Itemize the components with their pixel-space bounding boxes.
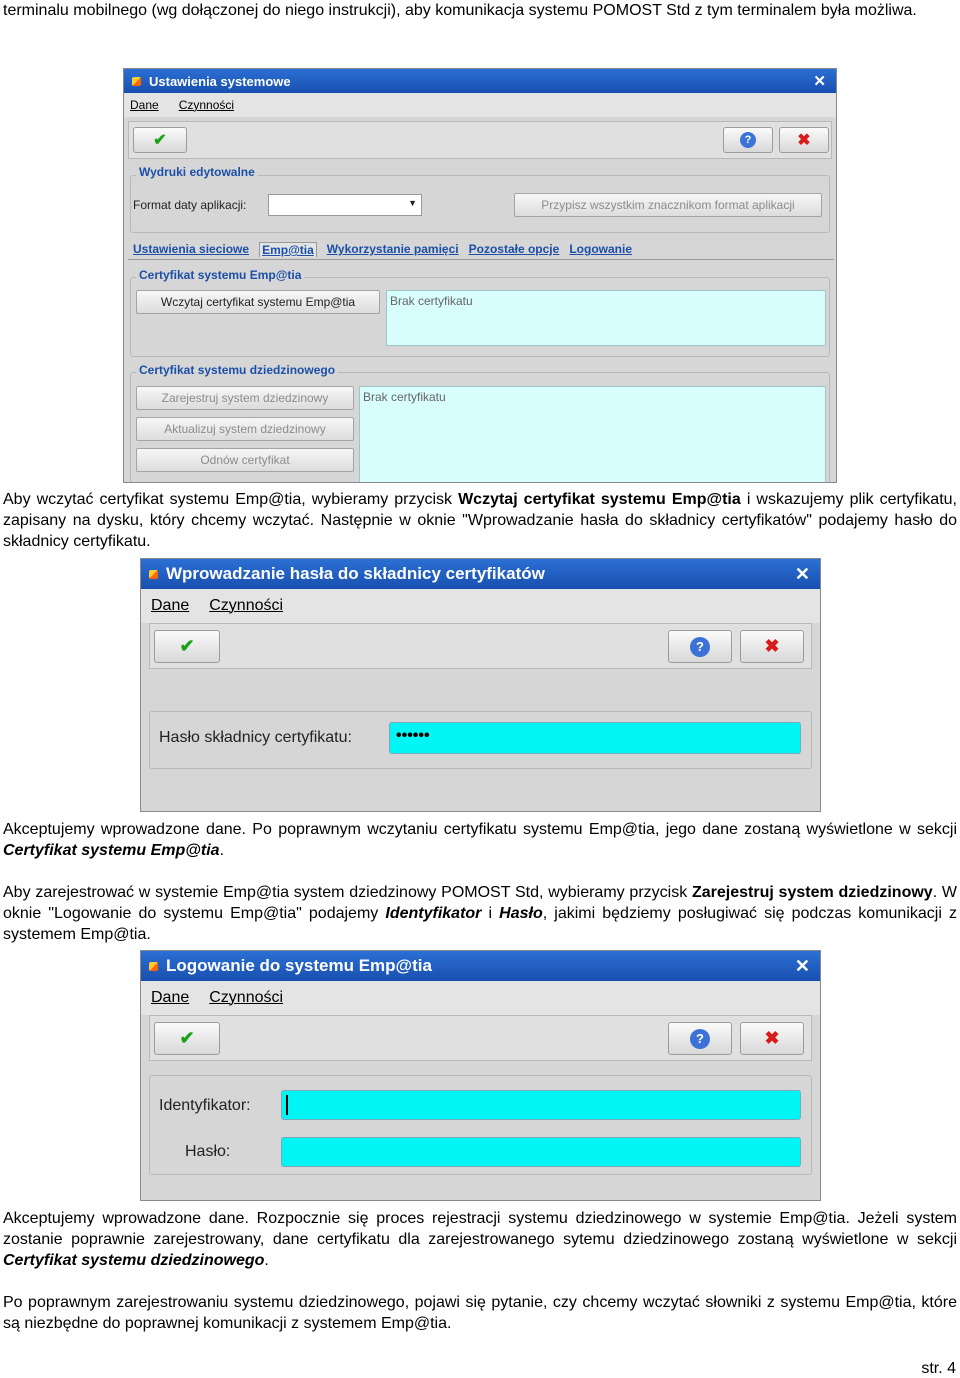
domain-cert-field [359, 386, 826, 483]
help-icon: ? [690, 637, 710, 657]
cancel-button[interactable] [779, 127, 829, 153]
check-icon: ✔ [179, 1028, 195, 1048]
menu-dane[interactable]: Dane [151, 597, 190, 614]
text: . W oknie "Logowanie do systemu Emp@tia" podajemy [3, 884, 957, 922]
password-input[interactable] [281, 1137, 801, 1167]
help-icon: ? [690, 1029, 710, 1049]
close-icon[interactable]: ✕ [794, 955, 810, 976]
settings-window [123, 68, 837, 483]
help-icon: ? [740, 132, 756, 148]
cert-group-title: Certyfikat systemu Emp@tia [136, 268, 304, 282]
menubar [141, 981, 820, 1015]
login-window [140, 950, 821, 1201]
tab-empatia[interactable]: Emp@tia [259, 242, 317, 257]
app-logo-icon [149, 570, 158, 579]
tab-other[interactable]: Pozostałe opcje [468, 242, 560, 256]
window-title: Wprowadzanie hasła do składnicy certyfikatów [166, 564, 545, 583]
bold-italic-text: Certyfikat systemu Emp@tia [3, 842, 220, 859]
page-number: str. 4 [921, 1360, 956, 1377]
bold-italic-text: Hasło [499, 905, 543, 922]
text: . [219, 842, 225, 859]
paragraph-accept-2 [3, 1208, 957, 1271]
ok-button[interactable] [154, 630, 220, 663]
cancel-button[interactable] [740, 630, 804, 663]
password-label: Hasło: [185, 1143, 231, 1160]
text: Aby wczytać certyfikat systemu Emp@tia, wybieramy przycisk [3, 491, 459, 508]
identifier-input[interactable] [281, 1090, 801, 1120]
bold-italic-text: Certyfikat systemu dziedzinowego [3, 1252, 265, 1269]
renew-cert-button[interactable]: Odnów certyfikat [136, 448, 354, 472]
menu-czynnosci[interactable]: Czynności [209, 597, 284, 614]
help-button[interactable] [668, 630, 732, 663]
toolbar [128, 121, 832, 159]
bold-italic-text: Identyfikator [385, 905, 482, 922]
bold-text: Zarejestruj system dziedzinowy [691, 884, 933, 901]
tab-network[interactable]: Ustawienia sieciowe [133, 242, 250, 256]
cancel-icon: ✖ [764, 1028, 780, 1048]
text: , jakimi będziemy posługiwać się podczas komunikacji z systemem Emp@tia. [3, 905, 957, 943]
text: i wskazujemy plik certyfikatu, zapisany na dysku, który chcemy wczytać. Następnie w oknie "Wprowadzanie hasła do składnicy certyfikatów" podajemy hasło do składnicy certyfikatu. [3, 491, 957, 550]
text: Aby zarejestrować w systemie Emp@tia system dziedzinowy POMOST Std, wybieramy przycisk [3, 884, 692, 901]
text: . [264, 1252, 269, 1269]
cancel-icon: ✖ [797, 132, 811, 149]
cert-info-field [386, 290, 826, 346]
assign-format-button[interactable]: Przypisz wszystkim znacznikom format aplikacji [514, 193, 822, 217]
register-domain-button[interactable]: Zarejestruj system dziedzinowy [136, 386, 354, 410]
close-icon[interactable]: ✕ [794, 563, 810, 584]
check-icon: ✔ [179, 636, 195, 656]
date-format-label: Format daty aplikacji: [133, 198, 247, 212]
domain-group-title: Certyfikat systemu dziedzinowego [136, 363, 338, 377]
login-titlebar [141, 951, 820, 981]
window-title: Logowanie do systemu Emp@tia [166, 956, 432, 975]
toolbar [149, 1015, 812, 1061]
app-logo-icon [149, 962, 158, 971]
menu-czynnosci[interactable]: Czynności [178, 98, 235, 112]
password-label: Hasło składnicy certyfikatu: [159, 729, 352, 746]
tabs-divider [128, 259, 834, 260]
help-button[interactable] [723, 127, 773, 153]
tab-memory[interactable]: Wykorzystanie pamięci [326, 242, 459, 256]
settings-tabs [133, 242, 642, 257]
menubar [141, 589, 820, 623]
no-cert-text: Brak certyfikatu [390, 294, 473, 308]
update-domain-button[interactable]: Aktualizuj system dziedzinowy [136, 417, 354, 441]
text: Po poprawnym zarejestrowaniu systemu dziedzinowego, pojawi się pytanie, czy chcemy wczytać słowniki z systemu Emp@tia, które są niezbędne do poprawnej komunikacji z systemem Emp@tia. [3, 1294, 957, 1332]
tab-logging[interactable]: Logowanie [569, 242, 632, 256]
ok-button[interactable] [154, 1022, 220, 1055]
paragraph-intro [3, 0, 957, 21]
toolbar [149, 623, 812, 669]
menu-dane[interactable]: Dane [151, 989, 190, 1006]
cancel-button[interactable] [740, 1022, 804, 1055]
print-group-title: Wydruki edytowalne [136, 165, 258, 179]
menu-dane[interactable]: Dane [130, 98, 159, 112]
text: terminalu mobilnego (wg dołączonej do niego instrukcji), aby komunikacja systemu POMOST Std z tym terminalem była możliwa. [3, 2, 917, 19]
text-cursor [286, 1095, 288, 1115]
help-button[interactable] [668, 1022, 732, 1055]
no-cert-text-2: Brak certyfikatu [363, 390, 446, 404]
identifier-label: Identyfikator: [159, 1097, 251, 1114]
paragraph-dictionaries [3, 1292, 957, 1334]
bold-text: Wczytaj certyfikat systemu Emp@tia [458, 491, 741, 508]
password-window [140, 558, 821, 812]
cancel-icon: ✖ [764, 636, 780, 656]
password-input[interactable] [389, 722, 801, 754]
text: Akceptujemy wprowadzone dane. Po poprawnym wczytaniu certyfikatu systemu Emp@tia, jego dane zostaną wyświetlone w sekcji [3, 821, 957, 838]
menu-czynnosci[interactable]: Czynności [209, 989, 284, 1006]
date-format-select[interactable] [268, 194, 422, 216]
password-value: •••••• [396, 727, 430, 744]
paragraph-register [3, 882, 957, 945]
paragraph-accept-1 [3, 819, 957, 861]
text: i [481, 905, 500, 922]
text: Akceptujemy wprowadzone dane. Rozpocznie się proces rejestracji systemu dziedzinowego w systemie Emp@tia. Jeżeli system zostanie poprawnie zarejestrowany, dane certyfikatu dla zarejestrowanego sytemu dziedzinowego zostaną wyświetlone w sekcji [3, 1210, 957, 1248]
check-icon: ✔ [153, 132, 167, 149]
close-icon[interactable]: ✕ [813, 73, 826, 90]
password-titlebar [141, 559, 820, 589]
load-cert-button[interactable]: Wczytaj certyfikat systemu Emp@tia [136, 290, 380, 314]
menubar [124, 93, 836, 117]
settings-titlebar [124, 69, 836, 93]
app-logo-icon [132, 77, 141, 86]
paragraph-load-cert [3, 489, 957, 552]
window-title: Ustawienia systemowe [149, 73, 291, 89]
ok-button[interactable] [133, 127, 187, 153]
